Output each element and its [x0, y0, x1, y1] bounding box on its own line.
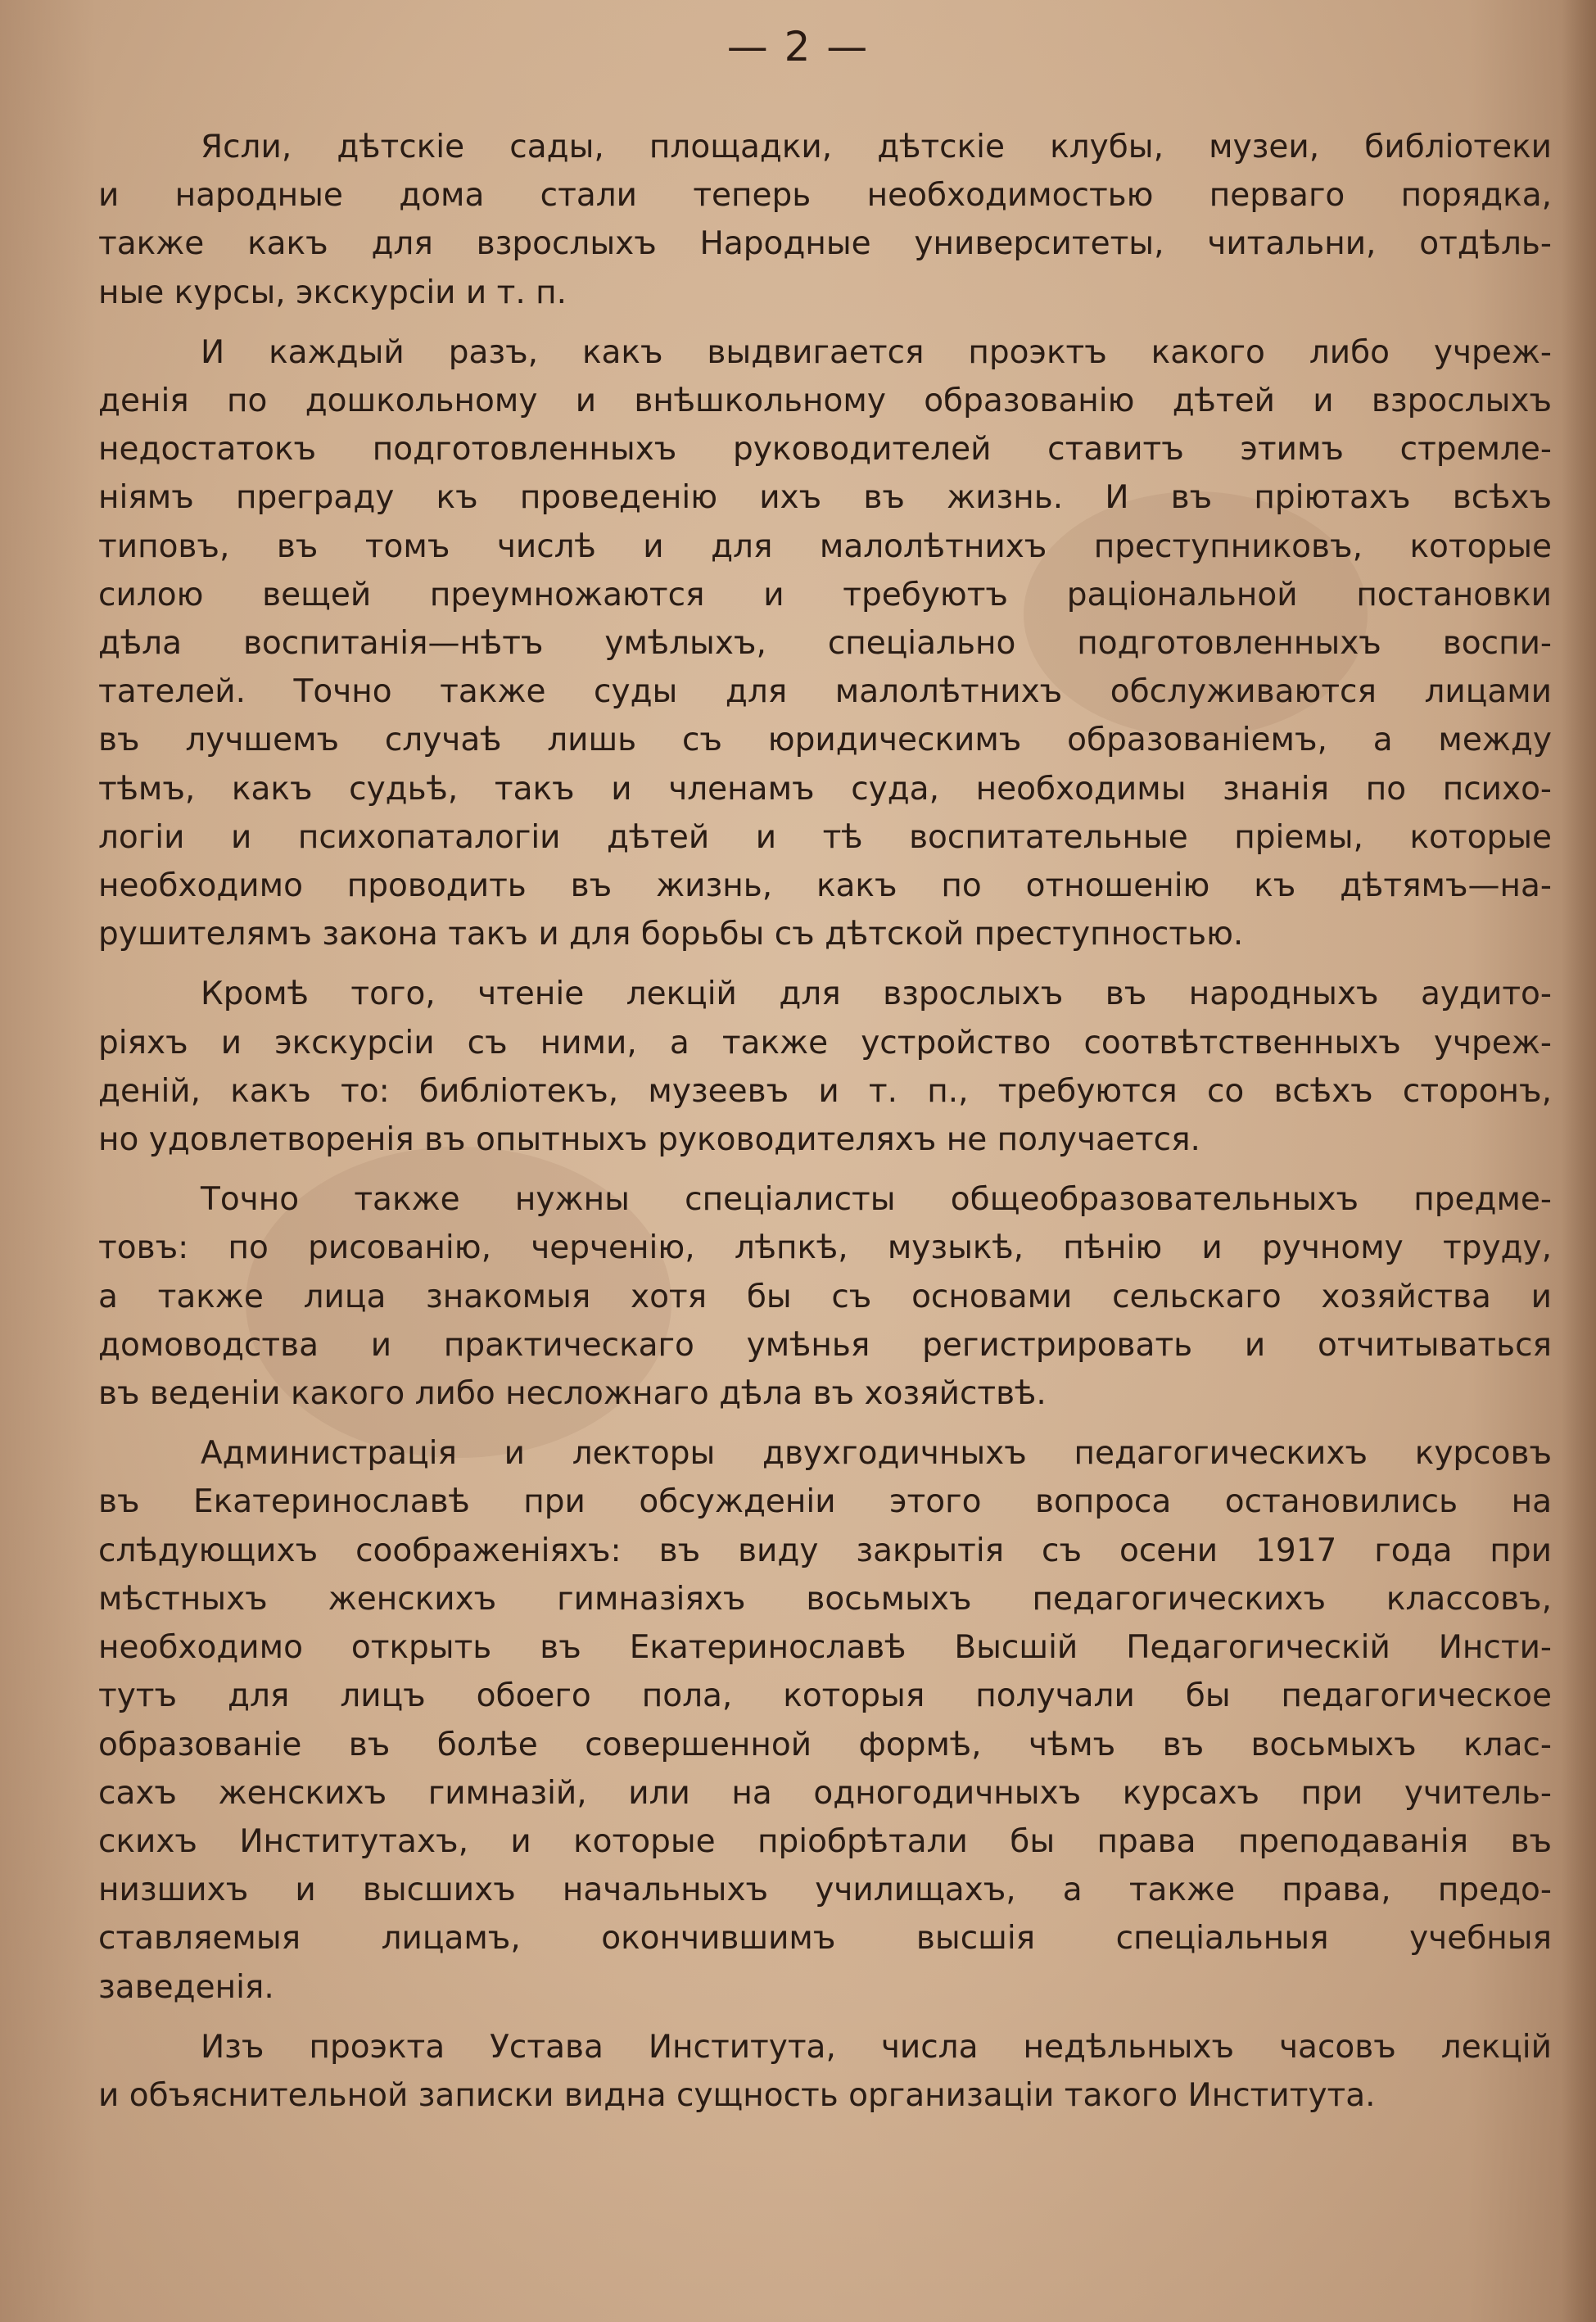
- text-line: а также лица знакомыя хотя бы съ основами сельскаго хозяйства и: [98, 1278, 1552, 1315]
- paragraph: [98, 1429, 1552, 2011]
- text-line: въ Екатеринославѣ при обсужденіи этого вопроса остановились на: [98, 1483, 1552, 1521]
- text-line: недостатокъ подготовленныхъ руководителей ставитъ этимъ стремле-: [98, 431, 1552, 468]
- text-line: деній, какъ то: библіотекъ, музеевъ и т. п., требуются со всѣхъ сторонъ,: [98, 1072, 1552, 1110]
- text-line: образованіе въ болѣе совершенной формѣ, чѣмъ въ восьмыхъ клас-: [98, 1726, 1552, 1763]
- text-line: Изъ проэкта Устава Института, числа недѣльныхъ часовъ лекцій: [201, 2028, 1552, 2066]
- text-line: ные курсы, экскурсіи и т. п.: [98, 274, 567, 311]
- body-text: [98, 123, 1552, 2131]
- paragraph: [98, 970, 1552, 1164]
- text-line: рушителямъ закона такъ и для борьбы съ дѣтской преступностью.: [98, 916, 1244, 953]
- text-line: необходимо проводить въ жизнь, какъ по отношенію къ дѣтямъ—на-: [98, 867, 1552, 905]
- text-line: тутъ для лицъ обоего пола, которыя получали бы педагогическое: [98, 1677, 1552, 1715]
- text-line: сахъ женскихъ гимназій, или на одногодичныхъ курсахъ при учитель-: [98, 1774, 1552, 1812]
- text-line: товъ: по рисованію, черченію, лѣпкѣ, музыкѣ, пѣнію и ручному труду,: [98, 1229, 1552, 1267]
- text-line: и народные дома стали теперь необходимостью перваго порядка,: [98, 177, 1552, 215]
- paragraph: [98, 1175, 1552, 1418]
- text-line: заведенія.: [98, 1968, 274, 2006]
- text-line: слѣдующихъ соображеніяхъ: въ виду закрытія съ осени 1917 года при: [98, 1532, 1552, 1569]
- text-line: въ лучшемъ случаѣ лишь съ юридическимъ образованіемъ, а между: [98, 722, 1552, 759]
- text-line: въ веденіи какого либо несложнаго дѣла въ хозяйствѣ.: [98, 1375, 1047, 1413]
- text-line: Администрація и лекторы двухгодичныхъ педагогическихъ курсовъ: [201, 1435, 1552, 1473]
- text-line: домоводства и практическаго умѣнья регистрировать и отчитываться: [98, 1326, 1552, 1364]
- page-edge-shadow: [1562, 0, 1596, 2322]
- text-line: Ясли, дѣтскіе сады, площадки, дѣтскіе клубы, музеи, библіотеки: [201, 129, 1552, 165]
- paragraph: [98, 2023, 1552, 2120]
- text-line: также какъ для взрослыхъ Народные университеты, читальни, отдѣль-: [98, 225, 1552, 263]
- text-line: силою вещей преумножаются и требуютъ раціональной постановки: [98, 576, 1552, 613]
- text-line: ніямъ преграду къ проведенію ихъ въ жизнь. И въ пріютахъ всѣхъ: [98, 479, 1552, 517]
- text-line: Кромѣ того, чтеніе лекцій для взрослыхъ въ народныхъ аудито-: [201, 975, 1552, 1013]
- text-line: денія по дошкольному и внѣшкольному образованію дѣтей и взрослыхъ: [98, 382, 1552, 420]
- text-line: дѣла воспитанія—нѣтъ умѣлыхъ, спеціально подготовленныхъ воспи-: [98, 625, 1552, 663]
- text-line: и объяснительной записки видна сущность организаціи такого Института.: [98, 2076, 1376, 2114]
- text-line: мѣстныхъ женскихъ гимназіяхъ восьмыхъ педагогическихъ классовъ,: [98, 1580, 1552, 1618]
- text-line: ставляемыя лицамъ, окончившимъ высшія спеціальныя учебныя: [98, 1920, 1552, 1958]
- text-line: типовъ, въ томъ числѣ и для малолѣтнихъ преступниковъ, которые: [98, 527, 1552, 565]
- text-line: ріяхъ и экскурсіи съ ними, а также устройство соотвѣтственныхъ учреж-: [98, 1024, 1552, 1061]
- text-line: И каждый разъ, какъ выдвигается проэктъ какого либо учреж-: [201, 333, 1552, 371]
- text-line: логіи и психопаталогіи дѣтей и тѣ воспитательные пріемы, которые: [98, 818, 1552, 856]
- paragraph: [98, 123, 1552, 317]
- text-line: скихъ Институтахъ, и которые пріобрѣтали бы права преподаванія въ: [98, 1822, 1552, 1860]
- text-line: тателей. Точно также суды для малолѣтнихъ обслуживаются лицами: [98, 673, 1552, 711]
- text-line: низшихъ и высшихъ начальныхъ училищахъ, а также права, предо-: [98, 1872, 1552, 1909]
- text-line: тѣмъ, какъ судьѣ, такъ и членамъ суда, необходимы знанія по психо-: [98, 770, 1552, 808]
- page-number: — 2 —: [726, 23, 870, 70]
- text-line: но удовлетворенія въ опытныхъ руководителяхъ не получается.: [98, 1121, 1200, 1159]
- text-line: Точно также нужны спеціалисты общеобразовательныхъ предме-: [201, 1181, 1552, 1219]
- text-line: необходимо открыть въ Екатеринославѣ Высшій Педагогическій Инсти-: [98, 1629, 1552, 1667]
- paragraph: [98, 328, 1552, 959]
